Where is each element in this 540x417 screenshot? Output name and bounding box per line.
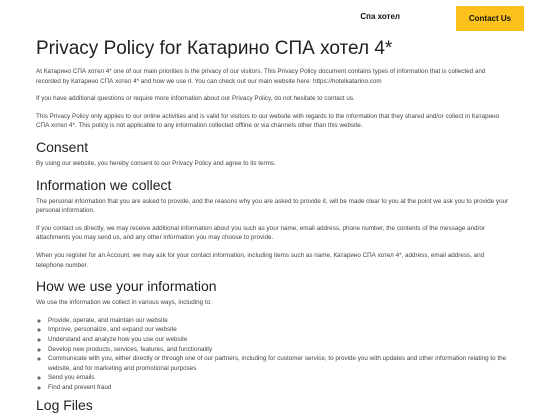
list-item: ◦ Communicate with you, either directly or through one of our partners, including for customer service, to provide you with updates and other information relating to the website, and for marketing and promotional purposes (48, 354, 511, 373)
collect-paragraph: When you register for an Account, we may ask for your contact information, including items such as name, Катарино СПА хотел 4*, address, email address, and telephone number. (36, 251, 485, 269)
top-navigation-bar (0, 0, 540, 36)
contact-us-button[interactable]: Contact Us (456, 6, 524, 31)
use-list (36, 316, 511, 393)
list-item: ◦ Develop new products, services, features, and functionality (48, 345, 511, 355)
intro-paragraph: If you have additional questions or require more information about our Privacy Policy, do not hesitate to contact us. (36, 95, 355, 103)
list-item: ◦ Improve, personalize, and expand our website (48, 325, 511, 335)
information-use-heading: How we use your information (36, 278, 217, 295)
log-files-heading: Log Files (36, 397, 93, 414)
consent-heading: Consent (36, 138, 89, 155)
brand-link[interactable]: Спа хотел (360, 12, 400, 21)
information-collect-heading: Information we collect (36, 176, 172, 193)
intro-paragraph: This Privacy Policy only applies to our online activities and is valid for visitors to our website with regards to the information that they shared and/or collect in Катарино СПА хотел 4*. This policy is not applicable to any information collected offline or via channels other than this website. (36, 112, 500, 130)
privacy-policy-content (36, 38, 511, 417)
list-item: ◦ Understand and analyze how you use our website (48, 335, 511, 345)
list-item: ◦ Send you emails (48, 373, 511, 383)
collect-paragraph: If you contact us directly, we may receive additional information about you such as your name, email address, phone number, the contents of the message and/or attachments you may send us, and any other information you may choose to provide. (36, 224, 485, 242)
use-intro-paragraph: We use the information we collect in various ways, including to: (36, 299, 212, 307)
consent-paragraph: By using our website, you hereby consent to our Privacy Policy and agree to its terms. (36, 159, 276, 167)
list-item: ◦ Find and prevent fraud (48, 383, 511, 393)
intro-paragraph: At Катарино СПА хотел 4* one of our main priorities is the privacy of our visitors. This Privacy Policy document contains types of information that is collected and recorded by Катарино СПА хотел 4* and how we use it. You can check out our main website here: https://hotelkatarino.com (36, 68, 486, 85)
collect-paragraph: The personal information that you are asked to provide, and the reasons why you are asked to provide it, will be made clear to you at the point we ask you to provide your personal information. (36, 197, 509, 215)
list-item: ◦ Provide, operate, and maintain our website (48, 316, 511, 326)
page-title: Privacy Policy for Катарино СПА хотел 4* (36, 38, 393, 59)
